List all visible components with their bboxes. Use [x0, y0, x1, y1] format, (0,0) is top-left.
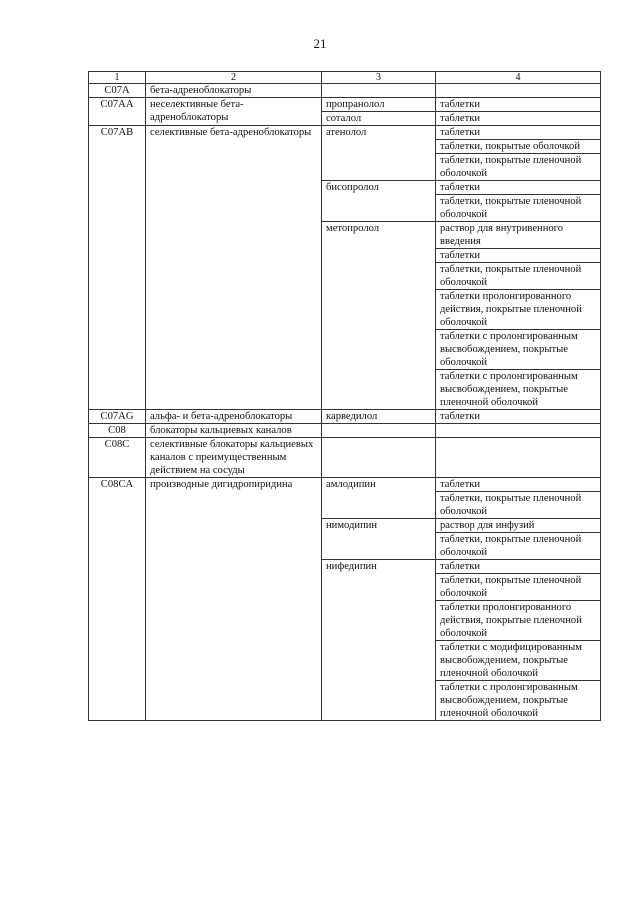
table-row [89, 424, 601, 438]
drug-name-cell: соталол [322, 112, 436, 126]
dosage-form-item: таблетки [436, 249, 600, 263]
dosage-form-item: раствор для внутривенного введения [436, 222, 600, 249]
drug-name-cell: карведилол [322, 410, 436, 424]
drug-name-cell: амлодипин [322, 478, 436, 519]
table-body [89, 84, 601, 721]
drug-name-cell: пропранолол [322, 98, 436, 112]
dosage-form-cell [436, 84, 601, 98]
dosage-form-item: таблетки, покрытые пленочной оболочкой [440, 155, 582, 179]
dosage-form-cell [436, 112, 601, 126]
dosage-form-cell [436, 222, 601, 410]
dosage-form-item: таблетки, покрытые пленочной оболочкой [436, 574, 600, 601]
atc-code-cell: C07A [89, 84, 146, 98]
dosage-form-item: таблетки [436, 560, 600, 574]
atc-code-cell: C07AA [89, 98, 146, 126]
dosage-form-cell [436, 410, 601, 424]
dosage-form-cell [436, 519, 601, 560]
group-name-cell: селективные блокаторы кальциевых каналов с преимущественным действием на сосуды [146, 438, 322, 478]
dosage-form-item: таблетки с пролонгированным высвобождением, покрытые оболочкой [436, 330, 600, 370]
table-header [89, 72, 601, 84]
dosage-form-cell [436, 478, 601, 519]
dosage-form-cell [436, 181, 601, 222]
table-row [89, 98, 601, 112]
header-row [89, 72, 601, 84]
drug-name-cell: нимодипин [322, 519, 436, 560]
drug-name-cell: нифедипин [322, 560, 436, 721]
group-name-cell: неселективные бета-адреноблокаторы [146, 98, 322, 126]
dosage-form-item: таблетки, покрытые пленочной оболочкой [440, 196, 582, 220]
dosage-form-item: таблетки с пролонгированным высвобождением, покрытые пленочной оболочкой [440, 371, 578, 408]
dosage-form-item: раствор для инфузий [436, 519, 600, 533]
dosage-form-item: таблетки [440, 113, 481, 124]
dosage-form-cell [436, 98, 601, 112]
drug-name-cell [322, 424, 436, 438]
table-row [89, 410, 601, 424]
atc-code-cell: C07AG [89, 410, 146, 424]
dosage-form-cell [436, 560, 601, 721]
dosage-form-item: таблетки пролонгированного действия, покрытые пленочной оболочкой [436, 290, 600, 330]
dosage-form-item: таблетки, покрытые пленочной оболочкой [436, 263, 600, 290]
table-row [89, 84, 601, 98]
group-name-cell: бета-адреноблокаторы [146, 84, 322, 98]
table-row [89, 126, 601, 181]
dosage-form-item: таблетки [436, 181, 600, 195]
dosage-form-item: таблетки, покрытые оболочкой [436, 140, 600, 154]
table-row [89, 478, 601, 519]
header-col-1: 1 [89, 72, 146, 84]
dosage-form-item: таблетки, покрытые пленочной оболочкой [440, 534, 582, 558]
dosage-form-cell [436, 126, 601, 181]
group-name-cell: производные дигидропиридина [146, 478, 322, 721]
dosage-form-cell [436, 438, 601, 478]
dosage-form-item: таблетки [440, 99, 481, 110]
drug-name-cell: атенолол [322, 126, 436, 181]
atc-code-cell: C08CA [89, 478, 146, 721]
drug-name-cell [322, 84, 436, 98]
group-name-cell: селективные бета-адреноблокаторы [146, 126, 322, 410]
header-col-2: 2 [146, 72, 322, 84]
dosage-form-cell [436, 424, 601, 438]
dosage-form-item: таблетки [436, 478, 600, 492]
group-name-cell: блокаторы кальциевых каналов [146, 424, 322, 438]
atc-code-cell: C08 [89, 424, 146, 438]
atc-code-cell: C08C [89, 438, 146, 478]
group-name-cell: альфа- и бета-адреноблокаторы [146, 410, 322, 424]
dosage-form-item: таблетки [436, 126, 600, 140]
dosage-form-item: таблетки [440, 411, 481, 422]
header-col-3: 3 [322, 72, 436, 84]
header-col-4: 4 [436, 72, 601, 84]
drug-name-cell: бисопролол [322, 181, 436, 222]
drug-table [88, 71, 601, 721]
dosage-form-item: таблетки с пролонгированным высвобождением, покрытые пленочной оболочкой [440, 682, 578, 719]
dosage-form-item: таблетки, покрытые пленочной оболочкой [440, 493, 582, 517]
dosage-form-item: таблетки с модифицированным высвобождением, покрытые пленочной оболочкой [436, 641, 600, 681]
table-row [89, 438, 601, 478]
atc-code-cell: C07AB [89, 126, 146, 410]
drug-name-cell: метопролол [322, 222, 436, 410]
page-number: 21 [313, 36, 327, 51]
drug-name-cell [322, 438, 436, 478]
dosage-form-item: таблетки пролонгированного действия, покрытые пленочной оболочкой [436, 601, 600, 641]
